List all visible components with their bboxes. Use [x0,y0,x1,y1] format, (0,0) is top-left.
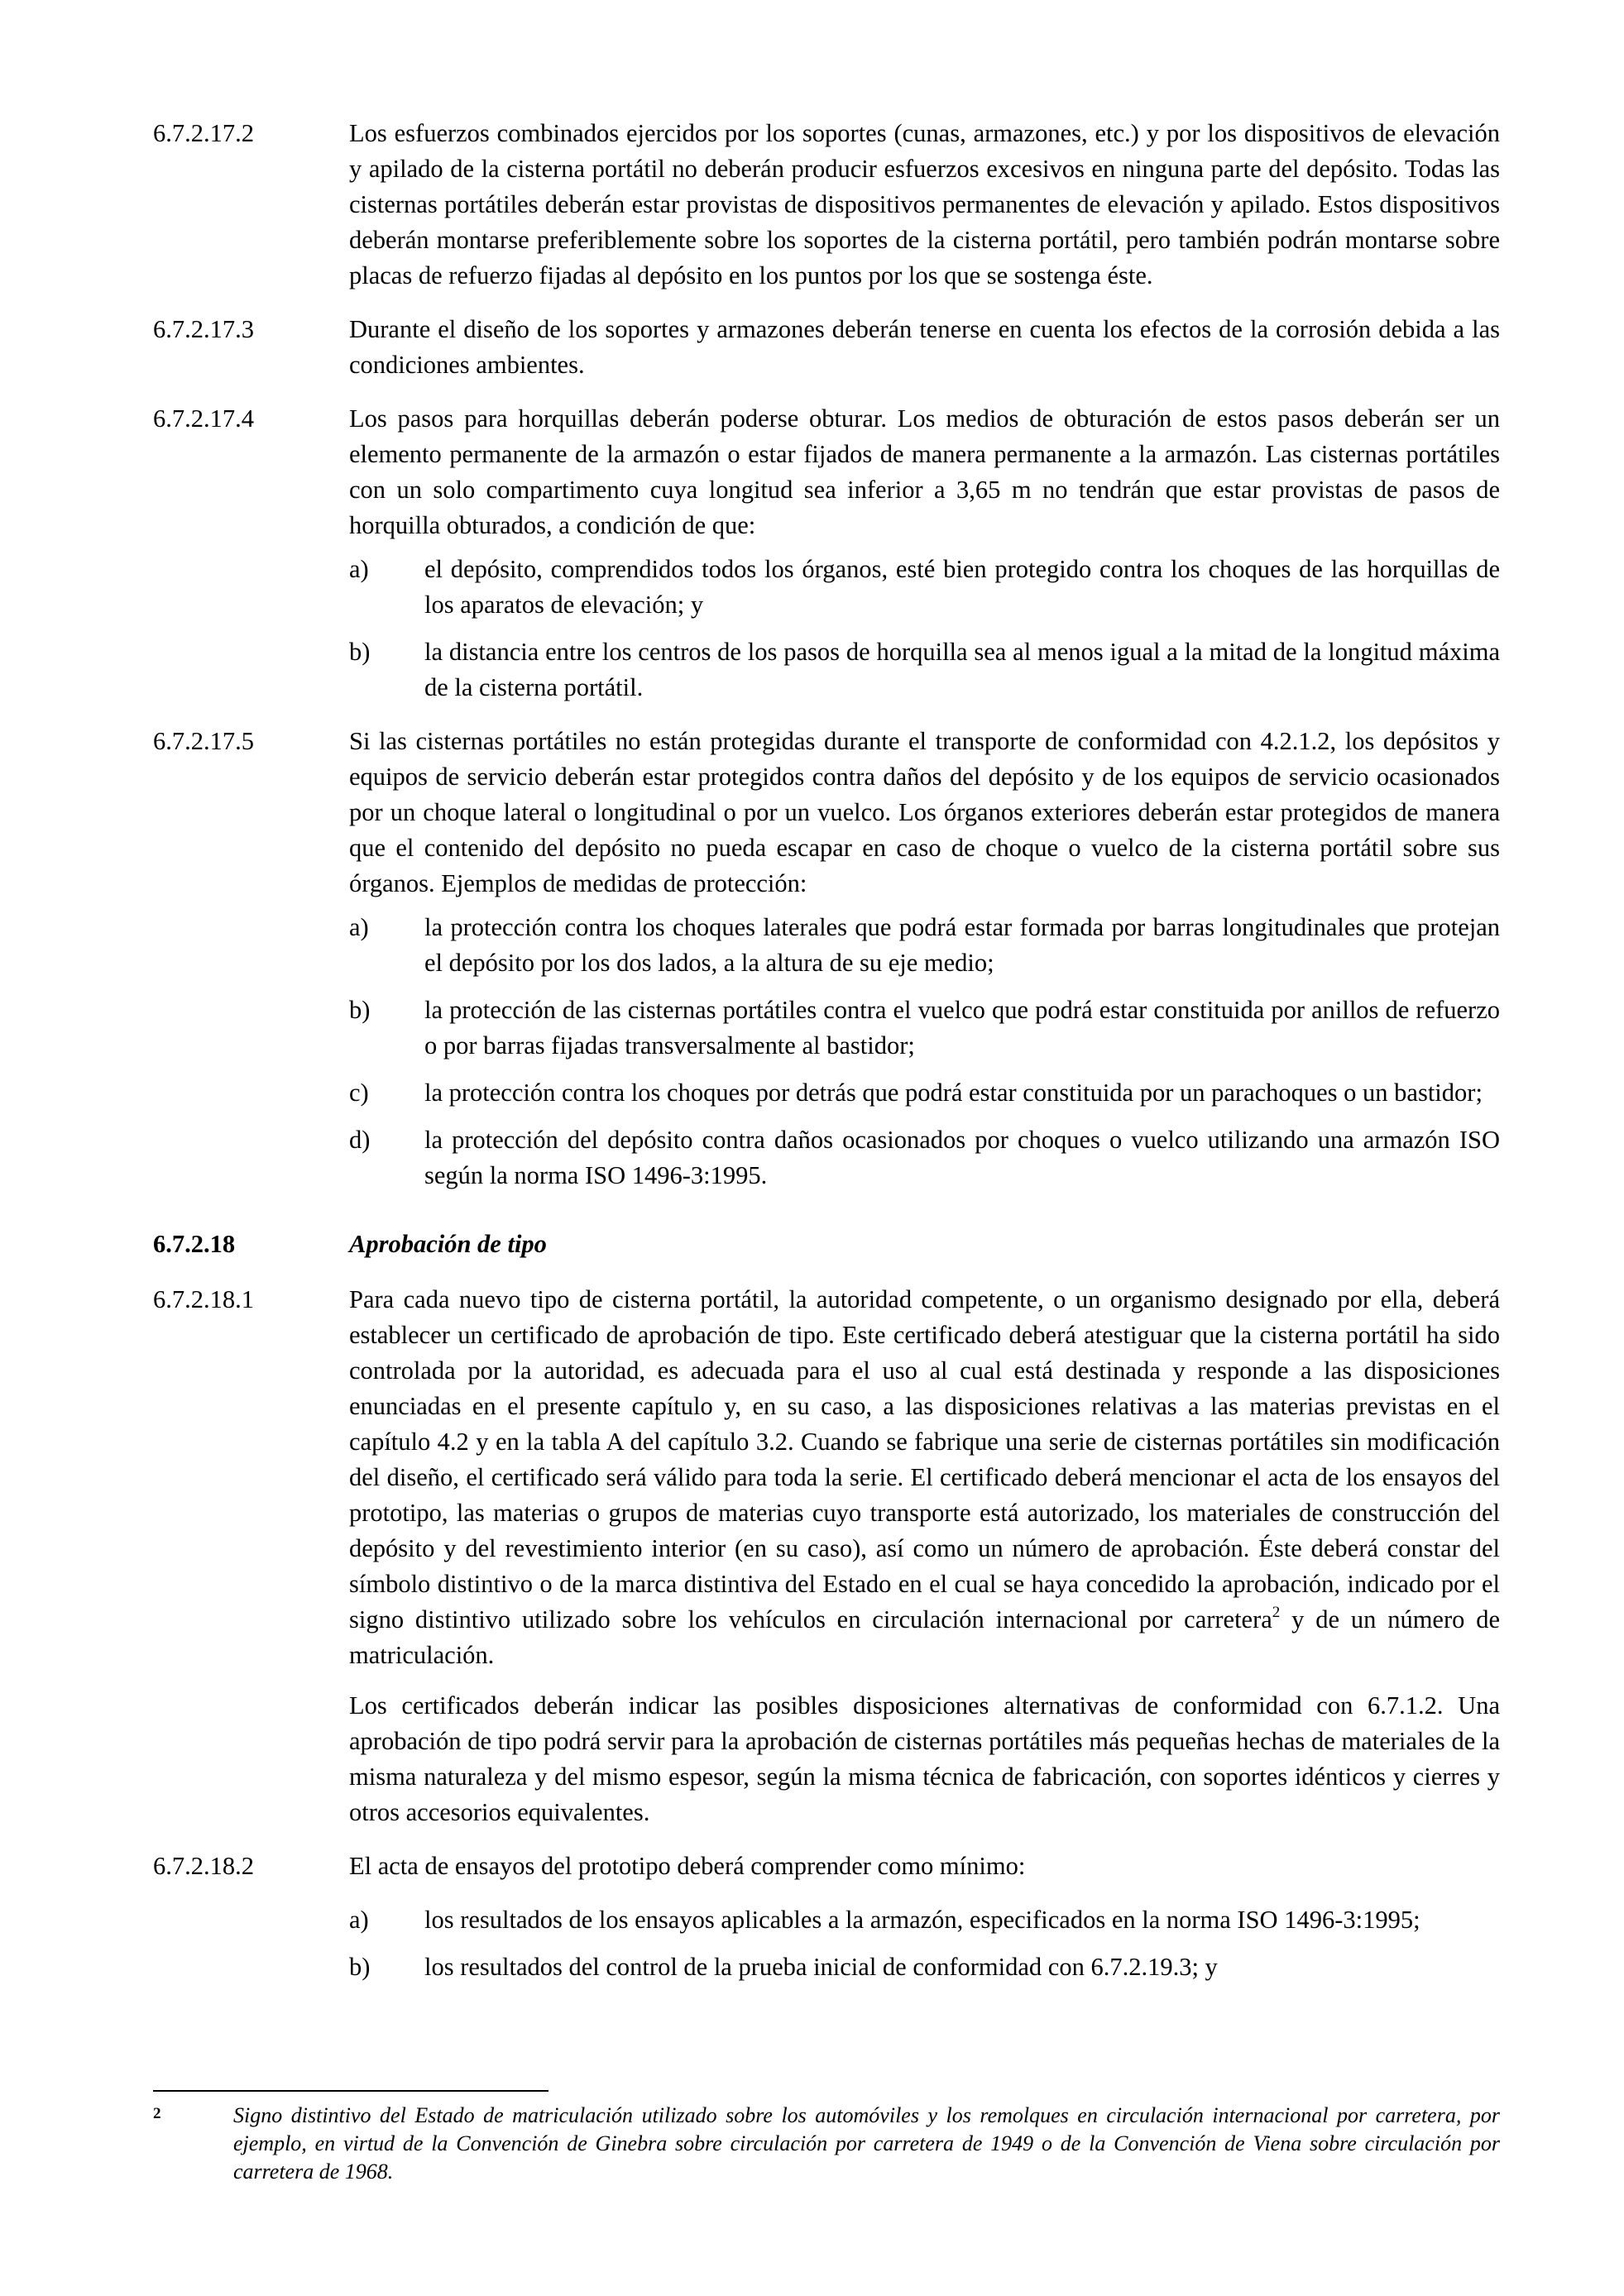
section-number: 6.7.2.17.3 [153,315,254,343]
section-body [349,1849,1500,1985]
section-6-7-2-17-4 [153,401,1500,706]
section-6-7-2-17-5 [153,724,1500,1193]
section-text: Si las cisternas portátiles no están protegidas durante el transporte de conformidad con 4.2.1.2, los depósitos y equipos de servicio deberán estar protegidos contra daños del depósito y de los equipos de servicio ocasionados por un choque lateral o longitudinal o por un vuelco. Los órganos exteriores deberán estar protegidos de manera que el contenido del depósito no pueda escapar en caso de choque o vuelco de la cisterna portátil sobre sus órganos. Ejemplos de medidas de protección: [349,727,1500,897]
item-label: b) [349,638,371,666]
heading-title: Aprobación de tipo [349,1230,547,1258]
footnote-number: 2 [153,2105,161,2122]
list-item [349,993,1500,1064]
item-list [349,910,1500,1193]
item-label: a) [349,1906,369,1934]
section-number: 6.7.2.17.2 [153,119,254,147]
section-6-7-2-17-2 [153,116,1500,294]
section-text: Los esfuerzos combinados ejercidos por los soportes (cunas, armazones, etc.) y por los dispositivos de elevación y apilado de la cisterna portátil no deberán producir esfuerzos excesivos en ninguna parte del depósito. Todas las cisternas portátiles deberán estar provistas de dispositivos permanentes de elevación y apilado. Estos dispositivos deberán montarse preferiblemente sobre los soportes de la cisterna portátil, pero también podrán montarse sobre placas de refuerzo fijadas al depósito en los puntos por los que se sostenga éste. [349,119,1500,289]
list-item [349,634,1500,706]
section-6-7-2-17-3 [153,312,1500,383]
section-text-continued: Los certificados deberán indicar las posibles disposiciones alternativas de conformidad con 6.7.1.2. Una aprobación de tipo podrá servir para la aprobación de cisternas portátiles más pequeñas hechas de materiales de la misma naturaleza y del mismo espesor, según la misma técnica de fabricación, con soportes idénticos y cierres y otros accesorios equivalentes. [349,1691,1500,1826]
text-before-note: Para cada nuevo tipo de cisterna portátil, la autoridad competente, o un organismo designado por ella, deberá establecer un certificado de aprobación de tipo. Este certificado deberá atestiguar que la cisterna portátil ha sido controlada por la autoridad, es adecuada para el uso al cual está destinada y responde a las disposiciones enunciadas en el presente capítulo y, en su caso, a las disposiciones relativas a las materias previstas en el capítulo 4.2 y en la tabla A del capítulo 3.2. Cuando se fabrique una serie de cisternas portátiles sin modificación del diseño, el certificado será válido para toda la serie. El certificado deberá mencionar el acta de los ensayos del prototipo, las materias o grupos de materias cuyo transporte está autorizado, los materiales de construcción del depósito y del revestimiento interior (en su caso), así como un número de aprobación. Éste deberá constar del símbolo distintivo o de la marca distintiva del Estado en el cual se haya concedido la aprobación, indicado por el signo distintivo utilizado sobre los vehículos en circulación internacional por carretera [349,1285,1500,1634]
list-item [349,1902,1500,1938]
text-after-note: y de un número de matriculación. [349,1605,1501,1669]
section-text [349,1282,1500,1673]
footnote-text: Signo distintivo del Estado de matriculación utilizado sobre los automóviles y los remolques en circulación internacional por carretera, por ejemplo, en virtud de la Convención de Ginebra sobre circulación por carretera de 1949 o de la Convención de Viena sobre circulación por carretera de 1968. [233,2103,1500,2184]
section-number: 6.7.2.18.2 [153,1852,254,1880]
list-item [349,1122,1500,1193]
section-text: Los pasos para horquillas deberán poderse obturar. Los medios de obturación de estos pasos deberán ser un elemento permanente de la armazón o estar fijados de manera permanente a la armazón. Las cisternas portátiles con un solo compartimento cuya longitud sea inferior a 3,65 m no tendrán que estar provistas de pasos de horquilla obturados, a condición de que: [349,404,1500,539]
item-text: la protección de las cisternas portátiles contra el vuelco que podrá estar constituida por anillos de refuerzo o por barras fijadas transversalmente al bastidor; [424,996,1500,1060]
section-body [349,1282,1500,1830]
section-body [349,401,1500,706]
section-text: Durante el diseño de los soportes y armazones deberán tenerse en cuenta los efectos de la corrosión debida a las condiciones ambientes. [349,315,1500,379]
item-text: el depósito, comprendidos todos los órganos, esté bien protegido contra los choques de las horquillas de los aparatos de elevación; y [424,555,1500,619]
section-text: El acta de ensayos del prototipo deberá comprender como mínimo: [349,1852,1026,1880]
item-text: la distancia entre los centros de los pasos de horquilla sea al menos igual a la mitad de la longitud máxima de la cisterna portátil. [424,638,1500,701]
list-item [349,552,1500,623]
section-6-7-2-18-2 [153,1849,1500,1985]
item-list [349,552,1500,706]
item-label: a) [349,913,369,941]
item-label: b) [349,1953,371,1981]
page-body [153,116,1500,2003]
heading-number: 6.7.2.18 [153,1230,236,1258]
item-text: los resultados de los ensayos aplicables a la armazón, especificados en la norma ISO 1496-3:1995; [424,1906,1420,1934]
item-text: la protección contra los choques laterales que podrá estar formada por barras longitudinales que protejan el depósito por los dos lados, a la altura de su eje medio; [424,913,1500,977]
item-label: d) [349,1126,371,1154]
section-6-7-2-18-1 [153,1282,1500,1830]
item-label: c) [349,1079,369,1107]
section-number: 6.7.2.18.1 [153,1285,254,1313]
item-label: b) [349,996,371,1024]
item-text: los resultados del control de la prueba inicial de conformidad con 6.7.2.19.3; y [424,1953,1218,1981]
list-item [349,1949,1500,1985]
item-list [349,1902,1500,1985]
section-heading-6-7-2-18 [153,1227,1500,1262]
section-number: 6.7.2.17.4 [153,404,254,433]
item-text: la protección del depósito contra daños ocasionados por choques o vuelco utilizando una armazón ISO según la norma ISO 1496-3:1995. [424,1126,1500,1189]
item-text: la protección contra los choques por detrás que podrá estar constituida por un parachoques o un bastidor; [424,1079,1483,1107]
section-body [349,724,1500,1193]
footnote-separator [153,2090,549,2092]
footnote [153,2102,1500,2186]
list-item [349,1075,1500,1111]
item-label: a) [349,555,369,583]
list-item [349,910,1500,981]
section-number: 6.7.2.17.5 [153,727,254,755]
footnote-reference[interactable]: 2 [1272,1603,1281,1621]
